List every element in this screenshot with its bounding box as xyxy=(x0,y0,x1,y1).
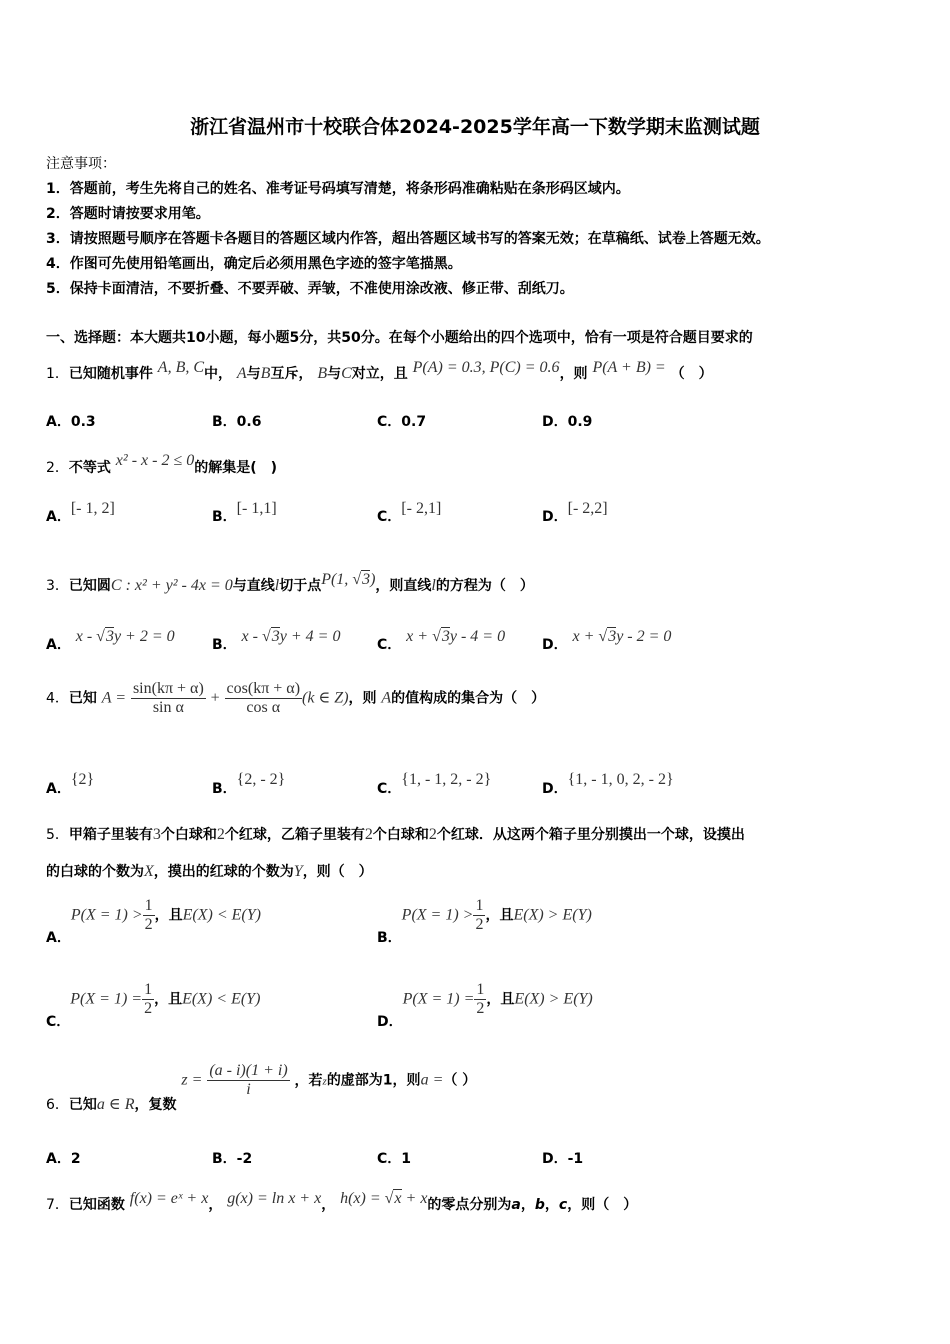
numerator: cos(kπ + α) xyxy=(226,680,301,697)
option-text: ，且 xyxy=(154,907,183,924)
option-value: x + √3y - 2 = 0 xyxy=(572,628,672,645)
var-c: c xyxy=(558,1197,568,1213)
math: l xyxy=(274,577,280,594)
option-label: C． xyxy=(377,509,402,525)
option-c[interactable] xyxy=(377,1148,411,1168)
numerator: (a - i)(1 + i) xyxy=(209,1062,288,1079)
math: x + xyxy=(572,628,599,645)
math: C : x² + y² - 4x = 0 xyxy=(110,577,233,594)
question-5 xyxy=(46,824,745,844)
option-value: x - √3y + 2 = 0 xyxy=(75,628,175,645)
math: y + 4 = 0 xyxy=(279,628,341,645)
denominator: 2 xyxy=(144,916,153,933)
q-text: 的虚部为1，则 xyxy=(326,1072,421,1089)
fraction xyxy=(131,680,206,717)
option-b[interactable] xyxy=(212,500,277,526)
denominator: 2 xyxy=(144,1000,153,1017)
numerator: sin(kπ + α) xyxy=(132,680,204,697)
notice-item: 2．答题时请按要求用笔。 xyxy=(46,206,210,222)
math: P(X = 1) = xyxy=(70,990,143,1008)
fraction xyxy=(473,897,485,934)
option-d[interactable] xyxy=(542,1148,583,1168)
denominator: sin α xyxy=(152,699,184,716)
option-c[interactable] xyxy=(377,500,442,526)
math: f(x) = eˣ + x xyxy=(129,1190,209,1207)
q-text: 甲箱子里装有 xyxy=(68,827,153,843)
q-text: ，则 xyxy=(559,366,588,382)
option-text: ，且 xyxy=(485,907,514,924)
question-number: 5． xyxy=(46,827,69,843)
question-number: 7． xyxy=(46,1197,69,1213)
option-label: D． xyxy=(542,637,568,653)
option-label: D． xyxy=(542,1151,568,1167)
option-d[interactable] xyxy=(377,981,593,1030)
option-c[interactable] xyxy=(377,771,492,798)
option-value: 0.3 xyxy=(70,414,96,430)
numerator: 1 xyxy=(144,897,153,914)
var-a: a xyxy=(511,1197,521,1213)
option-a[interactable] xyxy=(46,1148,81,1168)
question-6 xyxy=(46,1062,477,1113)
option-label: C． xyxy=(377,781,402,797)
option-d[interactable] xyxy=(542,411,592,431)
q-text: ， xyxy=(520,1197,535,1213)
option-value: [- 2,1] xyxy=(401,500,442,517)
q-text: 已知 xyxy=(68,690,97,707)
math: A xyxy=(381,689,392,707)
option-a[interactable] xyxy=(46,500,115,526)
option-value: -1 xyxy=(567,1151,584,1167)
math: y - 4 = 0 xyxy=(449,628,506,645)
option-value: 0.7 xyxy=(401,414,427,430)
option-a[interactable] xyxy=(46,771,95,798)
math: A, B, C xyxy=(157,359,205,376)
math: g(x) = ln x + x xyxy=(227,1190,322,1207)
math: P(1, xyxy=(321,571,353,588)
option-label: A． xyxy=(46,929,71,946)
fraction xyxy=(143,897,155,934)
math: x + xyxy=(406,628,433,645)
q-text: 个红球．从这两个箱子里分别摸出一个球，设摸出 xyxy=(436,827,745,843)
q-text: 的白球的个数为 xyxy=(46,864,144,880)
option-label: B． xyxy=(377,929,402,946)
option-label: C． xyxy=(377,637,402,653)
math: z xyxy=(322,1075,327,1088)
option-value: x + √3y - 4 = 0 xyxy=(406,628,506,645)
option-label: C． xyxy=(377,414,402,430)
fraction xyxy=(225,680,302,717)
math: 3 xyxy=(271,628,280,645)
notice-item: 1．答题前，考生先将自己的姓名、准考证号码填写清楚，将条形码准确粘贴在条形码区域内。 xyxy=(46,181,630,197)
q-text: 已知 xyxy=(68,1096,97,1113)
q-text: ，则（ ） xyxy=(302,864,373,880)
math: P(A) = 0.3, P(C) = 0.6 xyxy=(412,359,560,376)
option-b[interactable] xyxy=(212,628,341,654)
option-value: {2} xyxy=(70,771,95,788)
math: x xyxy=(394,1190,402,1207)
question-3 xyxy=(46,571,534,595)
math: 3 xyxy=(608,628,617,645)
q-text: 与直线 xyxy=(232,578,275,594)
math: Y xyxy=(293,863,303,880)
question-1 xyxy=(46,359,713,383)
option-label: B． xyxy=(212,414,237,430)
math: + xyxy=(210,689,220,707)
option-a[interactable] xyxy=(46,628,175,654)
option-value: {1, - 1, 2, - 2} xyxy=(401,771,492,788)
math: x - xyxy=(241,628,262,645)
math: 3 xyxy=(105,628,114,645)
math: 2 xyxy=(428,826,437,843)
option-label: A． xyxy=(46,509,71,525)
option-label: A． xyxy=(46,1151,71,1167)
option-value: {2, - 2} xyxy=(236,771,286,788)
numerator: 1 xyxy=(476,981,485,998)
q-text: ， xyxy=(544,1197,559,1213)
q-text: ，复数 xyxy=(134,1096,177,1113)
question-number: 3． xyxy=(46,578,69,594)
math: y - 2 = 0 xyxy=(616,628,672,645)
question-number: 1． xyxy=(46,366,69,382)
option-value: x - √3y + 4 = 0 xyxy=(241,628,341,645)
q-text: ， xyxy=(321,1197,336,1213)
q-text: 切于点 xyxy=(279,578,322,594)
option-a[interactable] xyxy=(46,411,96,431)
option-text: ，且 xyxy=(486,991,515,1008)
q-text: 不等式 xyxy=(68,460,111,476)
option-a[interactable] xyxy=(46,897,261,946)
math: C xyxy=(341,365,352,382)
math: A = xyxy=(101,689,127,707)
numerator: 1 xyxy=(475,897,484,914)
option-b[interactable] xyxy=(377,897,592,946)
math: E(X) < E(Y) xyxy=(182,906,261,924)
q-text: ，摸出的红球的个数为 xyxy=(153,864,294,880)
q-text: 个红球，乙箱子里装有 xyxy=(224,827,365,843)
fraction xyxy=(207,1062,289,1099)
q-text: 与 xyxy=(246,366,261,382)
math: E(X) > E(Y) xyxy=(513,906,592,924)
option-b[interactable] xyxy=(212,411,261,431)
fraction xyxy=(142,981,154,1018)
option-label: D． xyxy=(542,781,568,797)
q-text: 已知函数 xyxy=(68,1197,125,1213)
option-d[interactable] xyxy=(542,771,674,798)
denominator: 2 xyxy=(476,1000,485,1017)
math: P(X = 1) > xyxy=(70,906,143,924)
question-number: 2． xyxy=(46,460,69,476)
question-4 xyxy=(46,680,545,717)
question-number: 6． xyxy=(46,1096,69,1113)
option-label: D． xyxy=(542,509,568,525)
question-number: 4． xyxy=(46,690,69,707)
denominator: 2 xyxy=(475,916,484,933)
option-value: [- 2,2] xyxy=(567,500,608,517)
q-text: 已知随机事件 xyxy=(68,366,153,382)
var-b: b xyxy=(534,1197,545,1213)
option-label: C． xyxy=(46,1013,71,1030)
option-c[interactable] xyxy=(377,411,426,431)
math: A xyxy=(236,365,247,382)
option-value: 2 xyxy=(70,1151,81,1167)
q-text: 的值构成的集合为（ ） xyxy=(391,690,546,707)
math: B xyxy=(260,365,271,382)
option-label: B． xyxy=(212,637,237,653)
math: 2 xyxy=(364,826,373,843)
math: P(A + B) = xyxy=(592,359,666,376)
option-d[interactable] xyxy=(542,628,672,654)
q-text: 中， xyxy=(204,366,233,382)
option-label: B． xyxy=(212,509,237,525)
q-text: 互斥， xyxy=(270,366,313,382)
math: E(X) < E(Y) xyxy=(182,990,261,1008)
option-b[interactable] xyxy=(212,771,286,798)
math: ) xyxy=(370,571,376,588)
math: l xyxy=(431,577,436,594)
option-label: A． xyxy=(46,781,71,797)
notice-heading: 注意事项： xyxy=(46,156,116,172)
denominator: cos α xyxy=(246,699,281,716)
option-value: 0.9 xyxy=(567,414,593,430)
q-text: ，则直线 xyxy=(375,578,432,594)
option-text: ，且 xyxy=(154,991,183,1008)
option-c[interactable] xyxy=(377,628,506,654)
option-value: -2 xyxy=(236,1151,253,1167)
exam-title: 浙江省温州市十校联合体2024-2025学年高一下数学期末监测试题 xyxy=(190,116,760,138)
math: X xyxy=(144,863,154,880)
denominator: i xyxy=(246,1081,251,1098)
math: 3 xyxy=(441,628,450,645)
math: E(X) > E(Y) xyxy=(514,990,593,1008)
q-text: （ ） xyxy=(670,366,713,382)
option-label: C． xyxy=(377,1151,402,1167)
question-5-line2 xyxy=(46,861,373,881)
section-heading: 一、选择题：本大题共10小题，每小题5分，共50分。在每个小题给出的四个选项中，恰有一项是符合题目要求的 xyxy=(46,330,753,346)
notice-item: 5．保持卡面清洁，不要折叠、不要弄破、弄皱，不准使用涂改液、修正带、刮纸刀。 xyxy=(46,281,574,297)
math: a ∈ R xyxy=(96,1095,135,1113)
math: y + 2 = 0 xyxy=(113,628,175,645)
option-label: B． xyxy=(212,781,237,797)
math-point: P(1, √3) xyxy=(321,571,376,588)
math: 3 xyxy=(362,571,371,588)
question-2 xyxy=(46,452,278,477)
notice-item: 3．请按照题号顺序在答题卡各题目的答题区域内作答，超出答题区域书写的答案无效；在草稿纸、试卷上答题无效。 xyxy=(46,231,770,247)
math: P(X = 1) > xyxy=(401,906,474,924)
math: x² - x - 2 ≤ 0 xyxy=(115,452,195,469)
math: a = xyxy=(420,1071,444,1089)
q-text: ，若 xyxy=(294,1072,323,1089)
option-label: D． xyxy=(542,414,568,430)
q-text: 个白球和 xyxy=(372,827,429,843)
q-text: 个白球和 xyxy=(160,827,217,843)
fraction xyxy=(474,981,486,1018)
option-value: [- 1, 2] xyxy=(70,500,115,517)
option-value: {1, - 1, 0, 2, - 2} xyxy=(567,771,674,788)
math: x - xyxy=(75,628,97,645)
math: (k ∈ Z) xyxy=(302,689,349,707)
math: B xyxy=(317,365,328,382)
math: 3 xyxy=(152,826,161,843)
math: h(x) = xyxy=(340,1190,385,1207)
option-value: [- 1,1] xyxy=(236,500,277,517)
option-d[interactable] xyxy=(542,500,608,526)
math: z = xyxy=(181,1071,203,1089)
math: P(X = 1) = xyxy=(402,990,475,1008)
q-text: ， xyxy=(208,1197,223,1213)
math: + x xyxy=(401,1190,428,1207)
option-c[interactable] xyxy=(46,981,261,1030)
option-label: A． xyxy=(46,637,71,653)
option-label: D． xyxy=(377,1013,403,1030)
question-7 xyxy=(46,1190,638,1214)
option-b[interactable] xyxy=(212,1148,252,1168)
math-h: h(x) = √x + x xyxy=(340,1190,428,1207)
q-text: 的零点分别为 xyxy=(427,1197,512,1213)
numerator: 1 xyxy=(144,981,153,998)
q-text: 的方程为（ ） xyxy=(435,578,534,594)
math: 2 xyxy=(216,826,225,843)
q-text: ，则 xyxy=(348,690,377,707)
q-text: 对立，且 xyxy=(351,366,408,382)
q-text: ，则（ ） xyxy=(567,1197,638,1213)
option-label: A． xyxy=(46,414,71,430)
option-value: 1 xyxy=(401,1151,412,1167)
notice-item: 4．作图可先使用铅笔画出，确定后必须用黑色字迹的签字笔描黑。 xyxy=(46,256,462,272)
q-text: 已知圆 xyxy=(68,578,111,594)
q-text: 的解集是( ) xyxy=(194,460,278,476)
option-value: 0.6 xyxy=(236,414,262,430)
q-text: 与 xyxy=(327,366,342,382)
q-text: （ ） xyxy=(443,1072,477,1089)
option-label: B． xyxy=(212,1151,237,1167)
